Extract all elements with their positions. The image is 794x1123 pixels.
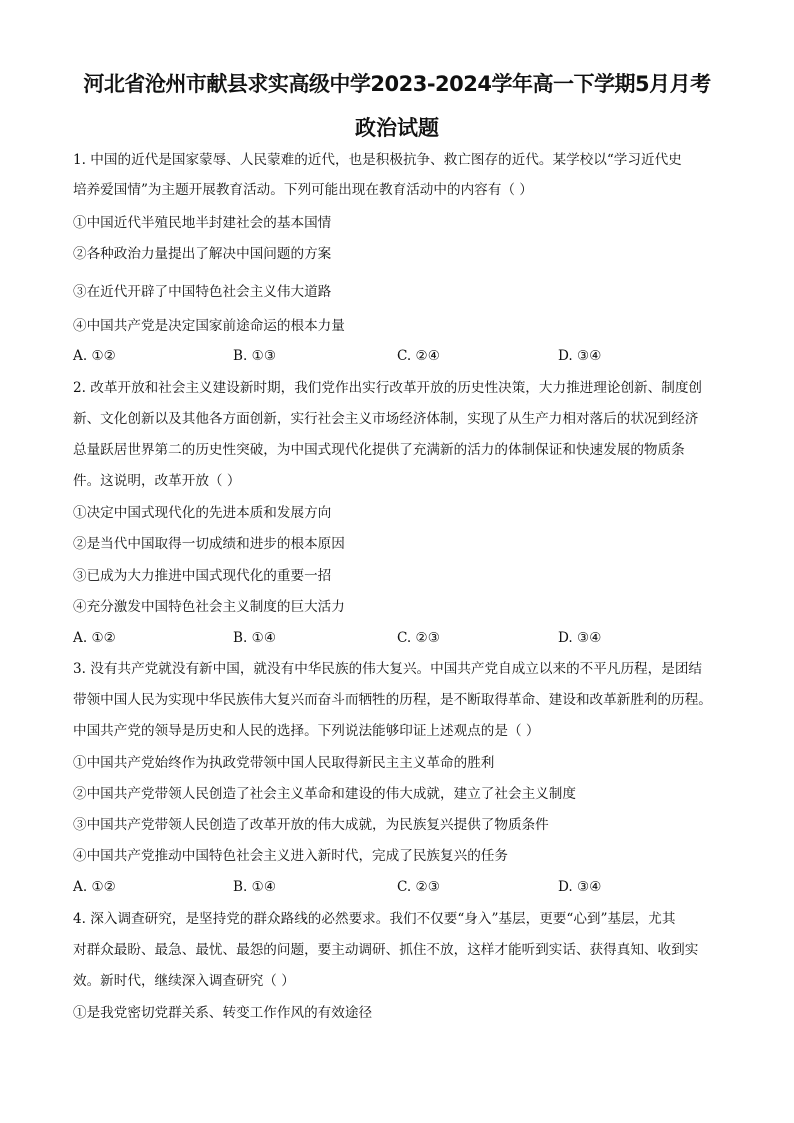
question-1-statement-2: ②各种政治力量提出了解决中国问题的方案: [73, 246, 332, 262]
question-1-stem-line-1: 1. 中国的近代是国家蒙辱、人民蒙难的近代，也是积极抗争、救亡图存的近代。某学校以“学习近代史: [73, 152, 682, 168]
question-1-option-d: D. ③④: [558, 348, 602, 364]
question-2-option-a: A. ①②: [73, 630, 116, 646]
question-2-option-c: C. ②③: [397, 630, 440, 646]
exam-title: 河北省沧州市献县求实高级中学2023-2024学年高一下学期5月月考: [83, 72, 711, 96]
question-4-stem-line-2: 对群众最盼、最急、最忧、最怨的问题，要主动调研、抓住不放，这样才能听到实话、获得真知、收到实: [73, 942, 699, 958]
exam-subject: 政治试题: [355, 116, 439, 140]
question-1-statement-3: ③在近代开辟了中国特色社会主义伟大道路: [73, 284, 332, 300]
question-2-stem-line-3: 总量跃居世界第二的历史性突破，为中国式现代化提供了充满新的活力的体制保证和快速发展的物质条: [73, 442, 685, 458]
question-3-stem-line-3: 中国共产党的领导是历史和人民的选择。下列说法能够印证上述观点的是（ ）: [73, 723, 540, 739]
question-4-stem-line-3: 效。新时代，继续深入调查研究（ ）: [73, 973, 295, 989]
question-2-stem-line-2: 新、文化创新以及其他各方面创新，实行社会主义市场经济体制，实现了从生产力相对落后的状况到经济: [73, 411, 699, 427]
question-2-option-b: B. ①④: [233, 630, 277, 646]
question-3-statement-1: ①中国共产党始终作为执政党带领中国人民取得新民主主义革命的胜利: [73, 755, 495, 771]
question-1-statement-1: ①中国近代半殖民地半封建社会的基本国情: [73, 215, 332, 231]
question-3-option-b: B. ①④: [233, 879, 277, 895]
question-3-option-a: A. ①②: [73, 879, 116, 895]
question-3-option-d: D. ③④: [558, 879, 602, 895]
question-3-statement-4: ④中国共产党推动中国特色社会主义进入新时代，完成了民族复兴的任务: [73, 848, 508, 864]
question-3-statement-3: ③中国共产党带领人民创造了改革开放的伟大成就，为民族复兴提供了物质条件: [73, 817, 549, 833]
question-3-stem-line-2: 带领中国人民为实现中华民族伟大复兴而奋斗而牺牲的历程，是不断取得革命、建设和改革新胜利的历程。: [73, 692, 712, 708]
question-1-statement-4: ④中国共产党是决定国家前途命运的根本力量: [73, 318, 345, 334]
question-2-option-d: D. ③④: [558, 630, 602, 646]
question-2-statement-4: ④充分激发中国特色社会主义制度的巨大活力: [73, 599, 345, 615]
question-4-stem-line-1: 4. 深入调查研究，是坚持党的群众路线的必然要求。我们不仅要“身入”基层，更要“心到”基层，尤其: [73, 911, 676, 927]
question-1-option-a: A. ①②: [73, 348, 116, 364]
question-1-stem-line-2: 培养爱国情”为主题开展教育活动。下列可能出现在教育活动中的内容有（ ）: [73, 182, 533, 198]
question-1-option-c: C. ②④: [397, 348, 440, 364]
question-3-option-c: C. ②③: [397, 879, 440, 895]
question-2-stem-line-1: 2. 改革开放和社会主义建设新时期，我们党作出实行改革开放的历史性决策，大力推进理论创新、制度创: [73, 380, 703, 396]
question-3-statement-2: ②中国共产党带领人民创造了社会主义革命和建设的伟大成就，建立了社会主义制度: [73, 786, 576, 802]
question-2-stem-line-4: 件。这说明，改革开放（ ）: [73, 473, 241, 489]
question-4-statement-1: ①是我党密切党群关系、转变工作作风的有效途径: [73, 1005, 373, 1021]
question-2-statement-2: ②是当代中国取得一切成绩和进步的根本原因: [73, 536, 345, 552]
question-3-stem-line-1: 3. 没有共产党就没有新中国，就没有中华民族的伟大复兴。中国共产党自成立以来的不平凡历程，是团结: [73, 661, 703, 677]
question-2-statement-3: ③已成为大力推进中国式现代化的重要一招: [73, 568, 332, 584]
question-2-statement-1: ①决定中国式现代化的先进本质和发展方向: [73, 505, 332, 521]
question-1-option-b: B. ①③: [233, 348, 277, 364]
